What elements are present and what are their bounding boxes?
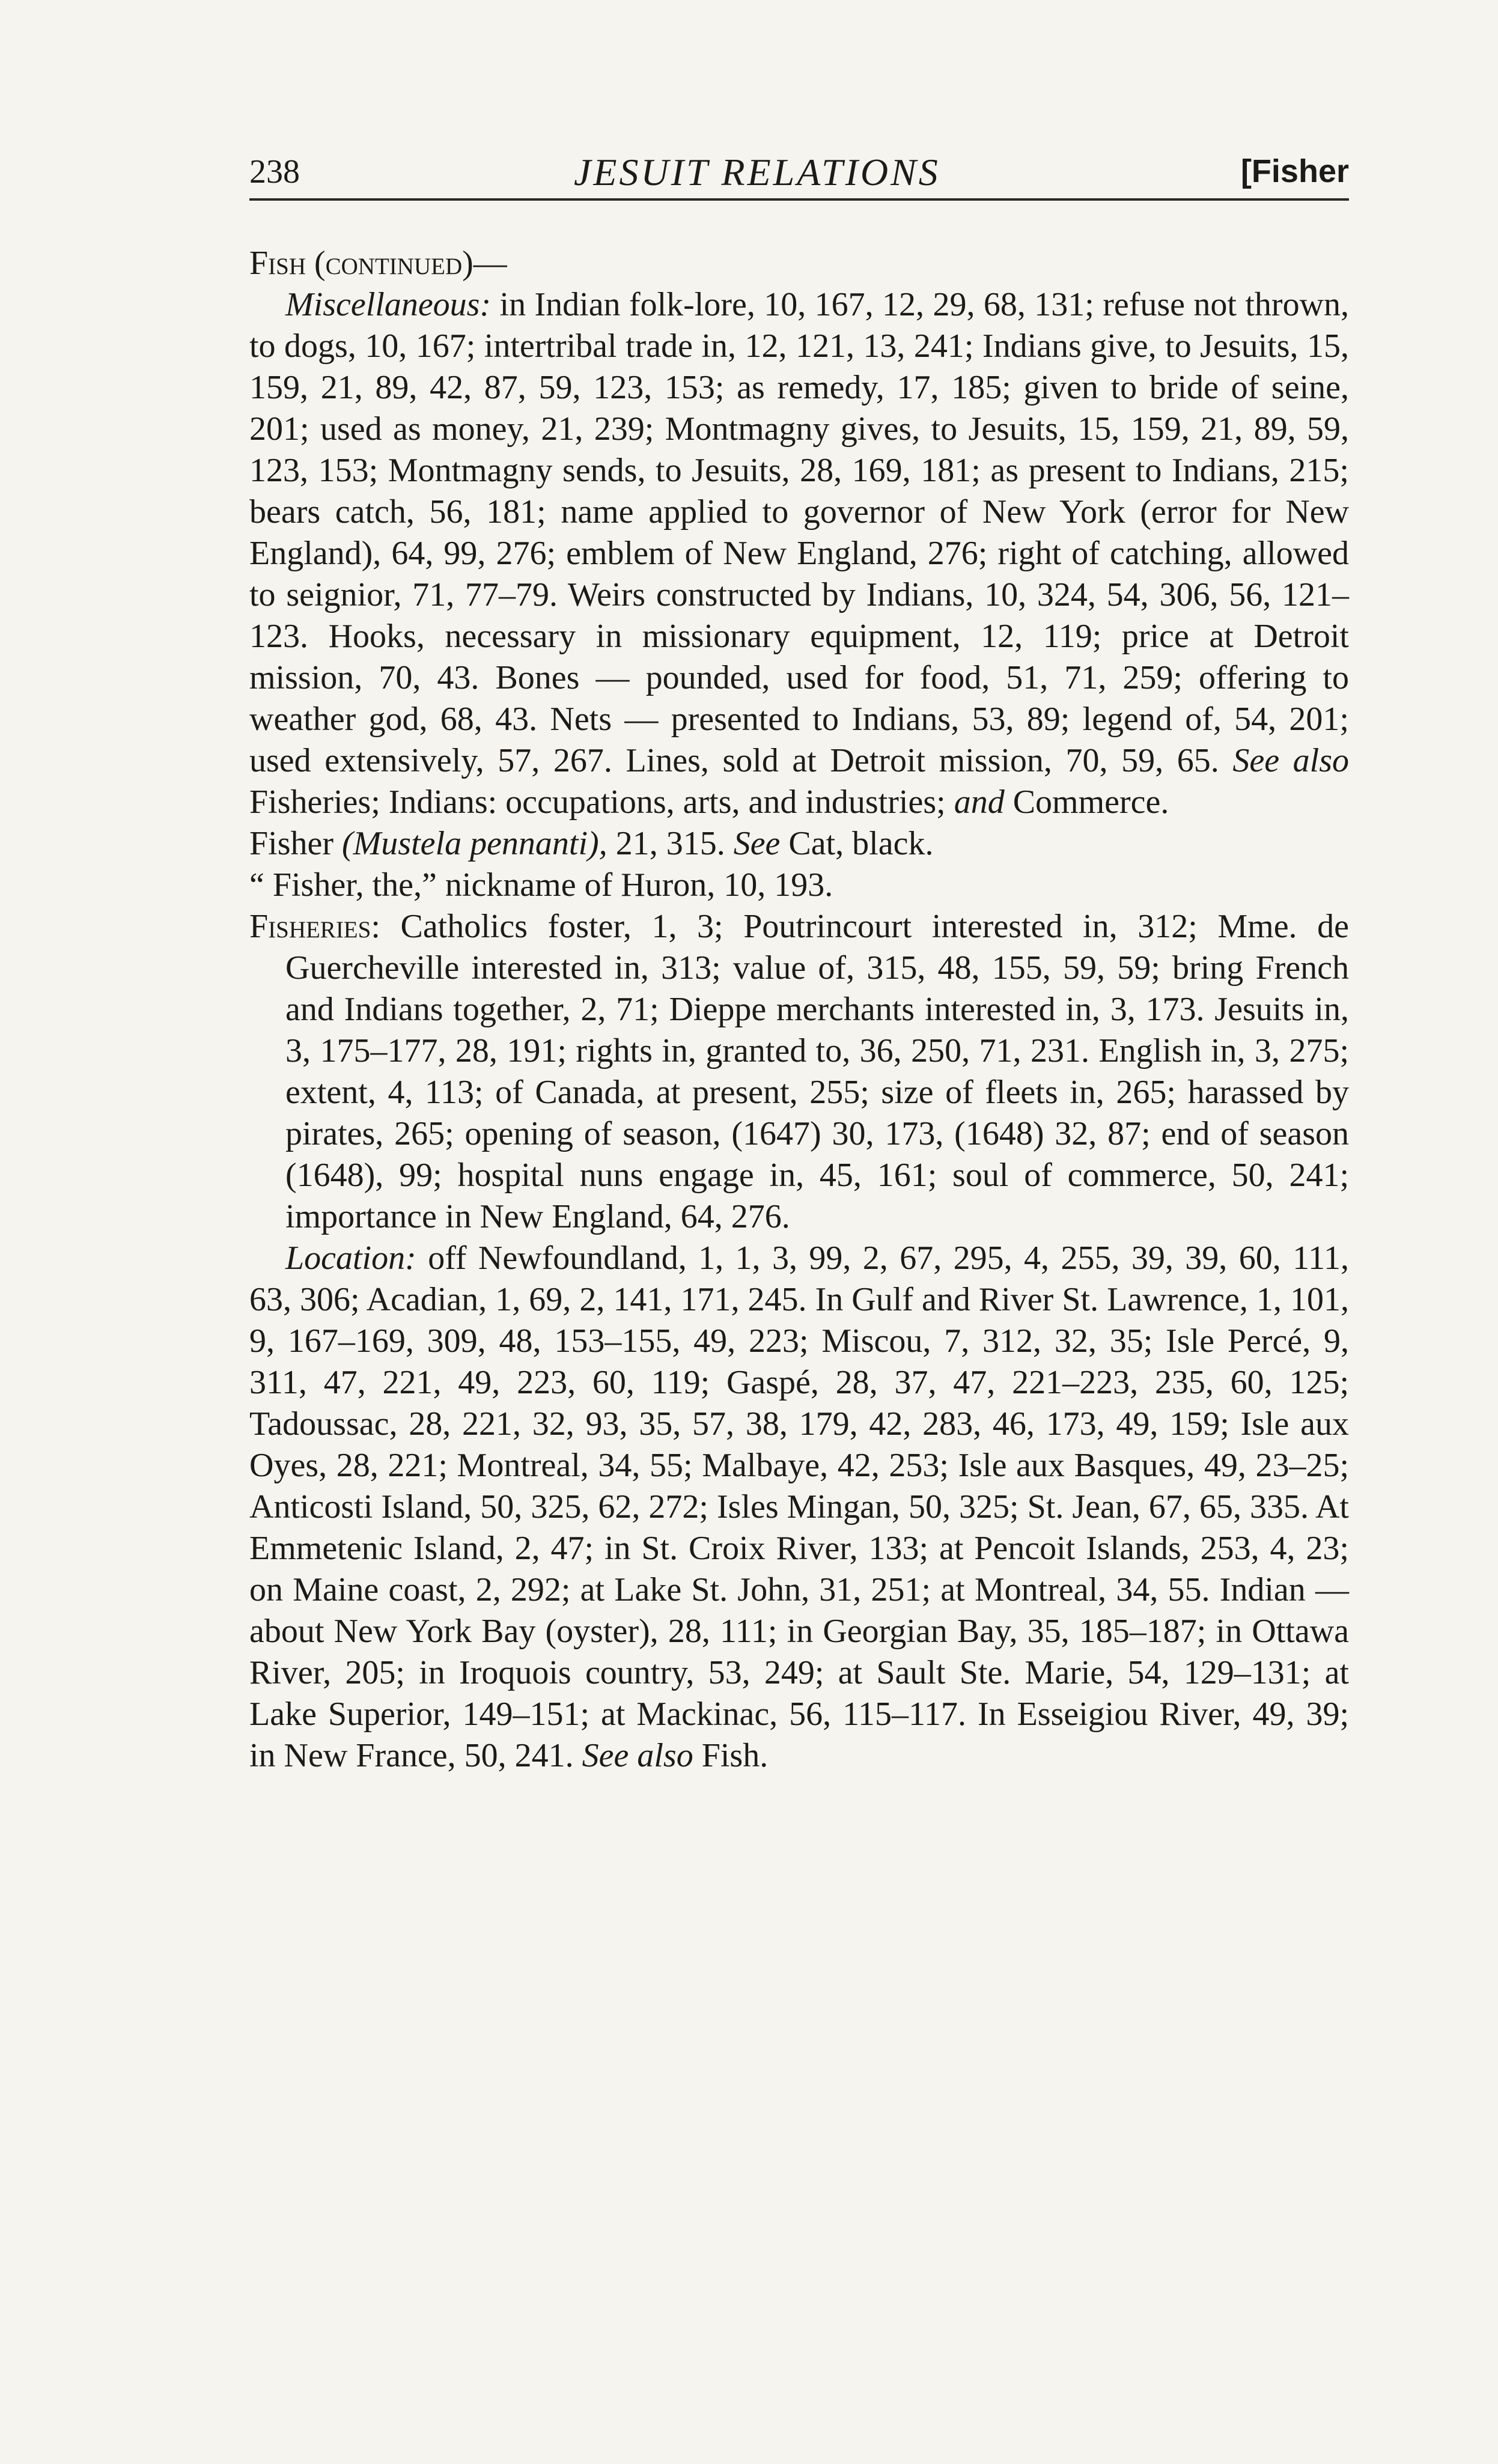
misc-commerce: Commerce. [1012, 783, 1169, 821]
entry-fisheries [249, 906, 1349, 1238]
fisher-word: Fisher [249, 825, 333, 862]
misc-and: and [954, 783, 1005, 821]
fisher-see-text: Cat, black. [788, 825, 934, 862]
entry-fisheries-location [249, 1238, 1349, 1777]
fish-heading: Fish (continued)— [249, 245, 507, 282]
location-label: Location: [285, 1240, 416, 1277]
page [249, 150, 1349, 1777]
misc-see-text: Fisheries; Indians: occupations, arts, and industries; [249, 783, 946, 821]
location-text: off Newfoundland, 1, 1, 3, 99, 2, 67, 295, 4, 255, 39, 39, 60, 111, 63, 306; Acadian, 1, 69, 2, 141, 171, 245. In Gulf and River St. Lawrence, 1, 101, 9, 167–169, 309, 48, 153–155, 49, 223; Miscou, 7, 312, 32, 35; Isle Percé, 9, 311, 47, 221, 49, 223, 60, 119; Gaspé, 28, 37, 47, 221–223, 235, 60, 125; Tadoussac, 28, 221, 32, 93, 35, 57, 38, 179, 42, 283, 46, 173, 49, 159; Isle aux Oyes, 28, 221; Montreal, 34, 55; Malbaye, 42, 253; Isle aux Basques, 49, 23–25; Anticosti Island, 50, 325, 62, 272; Isles Mingan, 50, 325; St. Jean, 67, 65, 335. At Emmetenic Island, 2, 47; in St. Croix River, 133; at Pencoit Islands, 253, 4, 23; on Maine coast, 2, 292; at Lake St. John, 31, 251; at Montreal, 34, 55. Indian — about New York Bay (oyster), 28, 111; in Georgian Bay, 35, 185–187; in Ottawa River, 205; in Iroquois country, 53, 249; at Sault Ste. Marie, 54, 129–131; at Lake Superior, 149–151; at Mackinac, 56, 115–117. In Esseigiou River, 49, 39; in New France, 50, 241. [249, 1240, 1349, 1774]
entry-fish-heading [249, 243, 1349, 284]
entry-fish-miscellaneous [249, 284, 1349, 823]
entry-fisher [249, 823, 1349, 865]
fisheries-text: : Catholics foster, 1, 3; Poutrincourt interested in, 312; Mme. de Guercheville interested in, 313; value of, 315, 48, 155, 59, 59; bring French and Indians together, 2, 71; Dieppe merchants interested in, 3, 173. Jesuits in, 3, 175–177, 28, 191; rights in, granted to, 36, 250, 71, 231. English in, 3, 275; extent, 4, 113; of Canada, at present, 255; size of fleets in, 265; harassed by pirates, 265; opening of season, (1647) 30, 173, (1648) 32, 87; end of season (1648), 99; hospital nuns engage in, 45, 161; soul of commerce, 50, 241; importance in New England, 64, 276. [285, 908, 1349, 1235]
running-title: JESUIT RELATIONS [574, 151, 940, 193]
misc-text: in Indian folk-lore, 10, 167, 12, 29, 68, 131; refuse not thrown, to dogs, 10, 167; intertribal trade in, 12, 121, 13, 241; Indians give, to Jesuits, 15, 159, 21, 89, 42, 87, 59, 123, 153; as remedy, 17, 185; given to bride of seine, 201; used as money, 21, 239; Montmagny gives, to Jesuits, 15, 159, 21, 89, 59, 123, 153; Montmagny sends, to Jesuits, 28, 169, 181; as present to Indians, 215; bears catch, 56, 181; name applied to governor of New York (error for New England), 64, 99, 276; emblem of New England, 276; right of catching, allowed to seignior, 71, 77–79. Weirs constructed by Indians, 10, 324, 54, 306, 56, 121–123. Hooks, necessary in missionary equipment, 12, 119; price at Detroit mission, 70, 43. Bones — pounded, used for food, 51, 71, 259; offering to weather god, 68, 43. Nets — presented to Indians, 53, 89; legend of, 54, 201; used extensively, 57, 267. Lines, sold at Detroit mission, 70, 59, 65. [249, 286, 1350, 779]
location-see-also: See also [582, 1737, 693, 1774]
fisher-see: See [733, 825, 781, 862]
location-see-text: Fish. [701, 1737, 769, 1774]
page-number: 238 [249, 153, 300, 190]
misc-label: Miscellaneous: [285, 286, 492, 323]
index-entries [249, 243, 1349, 1777]
fisher-ref: 21, 315. [615, 825, 725, 862]
entry-fisher-nickname [249, 865, 1349, 906]
misc-see-also: See also [1232, 742, 1350, 779]
nickname-text: “ Fisher, the,” nickname of Huron, 10, 193. [249, 866, 833, 904]
index-keyword: [Fisher [1240, 153, 1349, 189]
running-header [249, 150, 1349, 201]
fisheries-heading: Fisheries [249, 908, 371, 945]
fisher-latin: (Mustela pennanti), [342, 825, 607, 862]
